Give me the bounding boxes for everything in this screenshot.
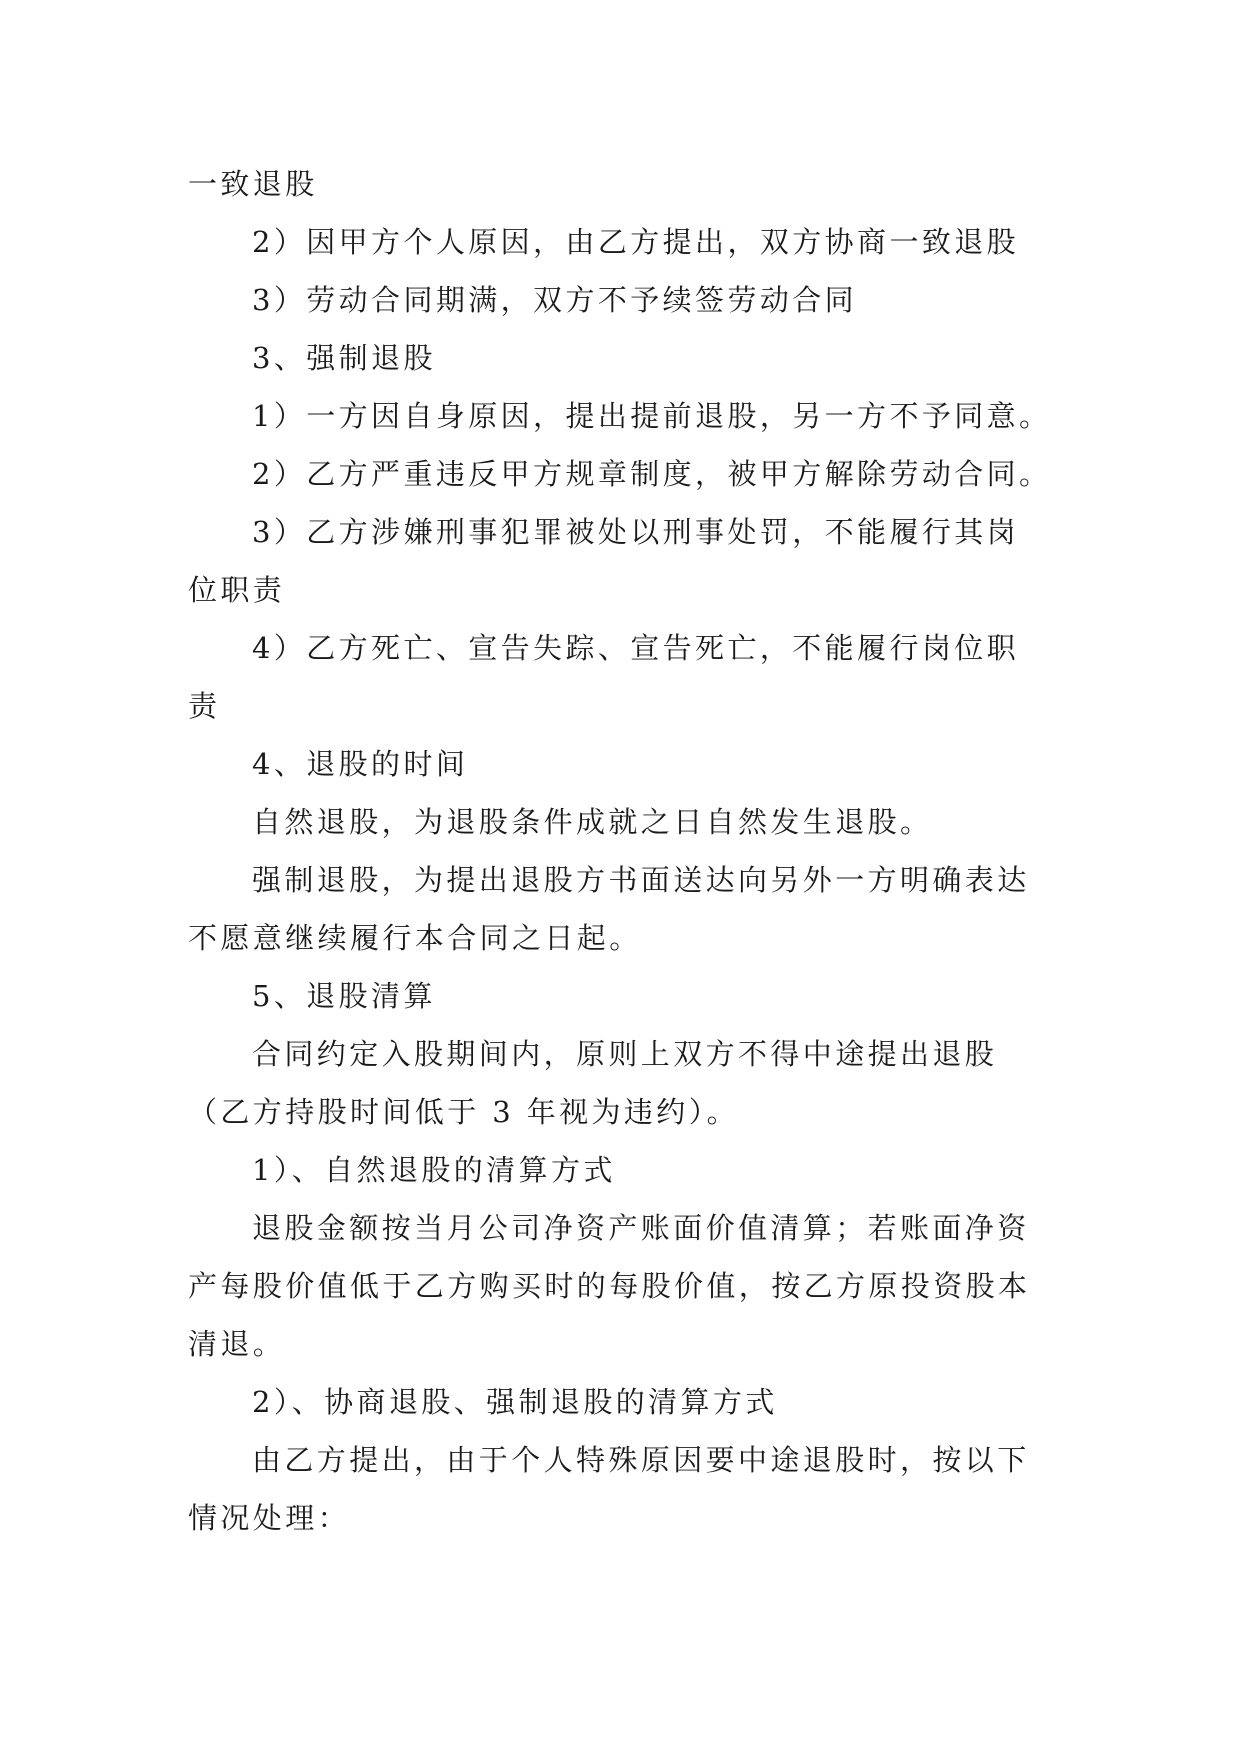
text-line-item-4: 4）乙方死亡、宣告失踪、宣告死亡，不能履行岗位职 (252, 631, 1020, 665)
subheading-natural-exit-settlement: 1）、自然退股的清算方式 (252, 1153, 616, 1187)
paragraph-line: 自然退股，为退股条件成就之日自然发生退股。 (252, 805, 933, 839)
section-heading-exit-settlement: 5、退股清算 (252, 979, 436, 1013)
section-heading-forced-exit: 3、强制退股 (252, 341, 436, 375)
section-heading-exit-time: 4、退股的时间 (252, 747, 469, 781)
text-line-continuation: 责 (188, 689, 221, 723)
paragraph-line: 由乙方提出，由于个人特殊原因要中途退股时，按以下 (252, 1443, 1030, 1477)
text-line-item-2: 2）因甲方个人原因，由乙方提出，双方协商一致退股 (252, 225, 1020, 259)
text-line-continuation: （乙方持股时间低于 3 年视为违约）。 (188, 1095, 739, 1129)
paragraph-line: 合同约定入股期间内，原则上双方不得中途提出退股 (252, 1037, 998, 1071)
subheading-negotiated-forced-exit-settlement: 2）、协商退股、强制退股的清算方式 (252, 1385, 778, 1419)
text-line-continuation: 一致退股 (188, 167, 318, 201)
text-line-continuation: 产每股价值低于乙方购买时的每股价值，按乙方原投资股本 (188, 1269, 1031, 1303)
text-line-continuation: 清退。 (188, 1327, 286, 1361)
text-line-item-2: 2）乙方严重违反甲方规章制度，被甲方解除劳动合同。 (252, 457, 1052, 491)
text-line-continuation: 不愿意继续履行本合同之日起。 (188, 921, 642, 955)
text-line-item-3: 3）劳动合同期满，双方不予续签劳动合同 (252, 283, 858, 317)
text-line-continuation: 位职责 (188, 573, 286, 607)
text-line-item-3: 3）乙方涉嫌刑事犯罪被处以刑事处罚，不能履行其岗 (252, 515, 1020, 549)
paragraph-line: 强制退股，为提出退股方书面送达向另外一方明确表达 (252, 863, 1030, 897)
text-line-continuation: 情况处理： (188, 1501, 351, 1535)
paragraph-line: 退股金额按当月公司净资产账面价值清算；若账面净资 (252, 1211, 1030, 1245)
text-line-item-1: 1）一方因自身原因，提出提前退股，另一方不予同意。 (252, 399, 1052, 433)
